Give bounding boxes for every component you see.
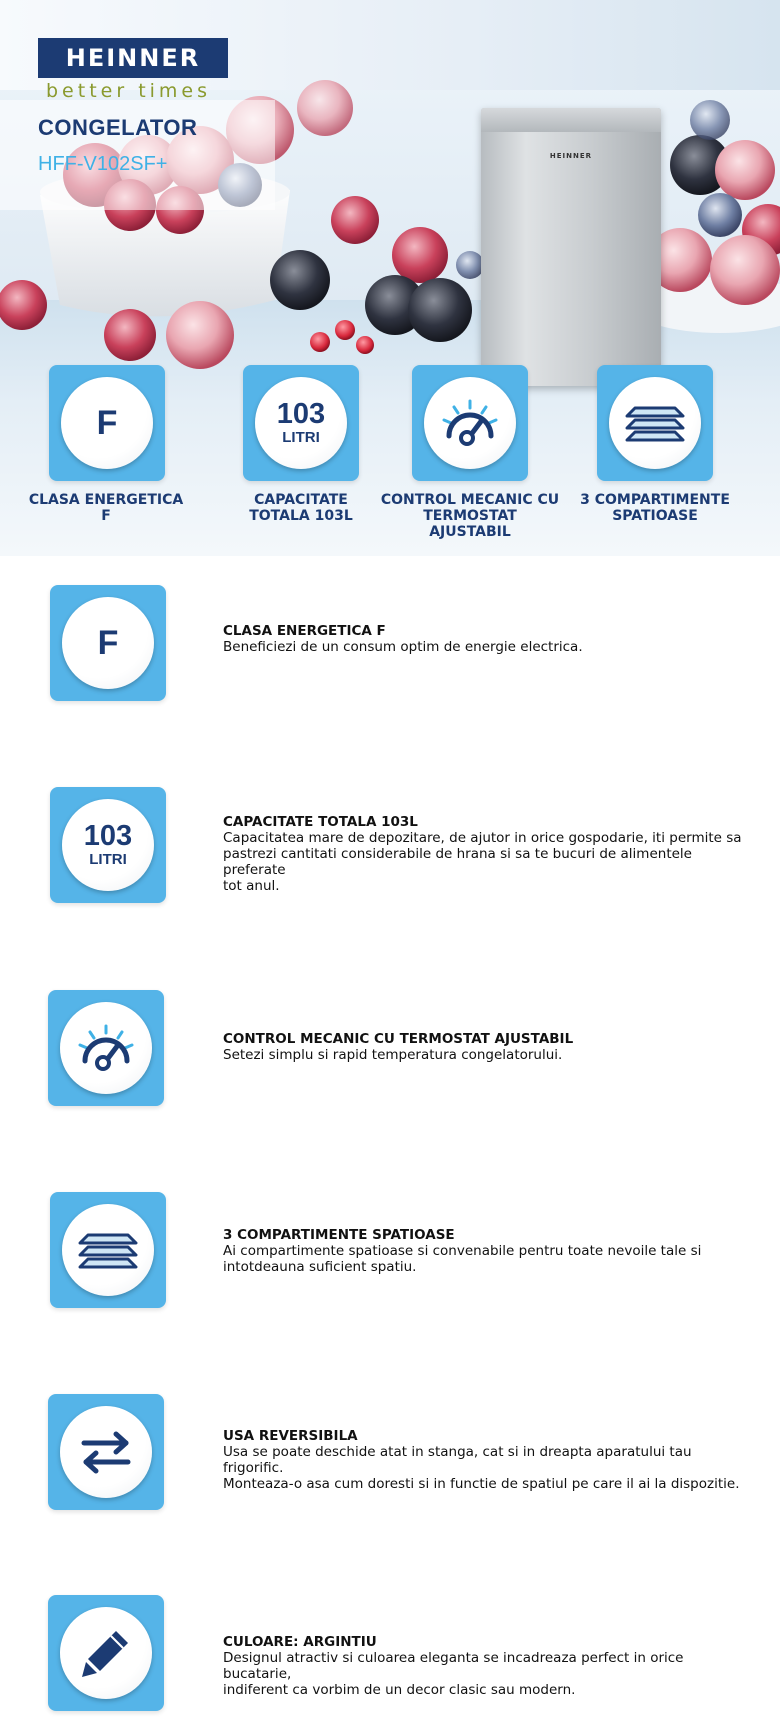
badge-caption-energy: [16, 492, 196, 524]
badge-caption-line: 3 COMPARTIMENTE: [580, 492, 730, 508]
energy-class-f-icon: F: [97, 623, 119, 662]
hero-banner: [0, 0, 780, 556]
badge-thermostat: [412, 365, 528, 481]
badge-compartments: [597, 365, 713, 481]
feature-icon-color: [48, 1595, 164, 1711]
feature-title: CAPACITATE TOTALA 103L: [223, 814, 418, 830]
compartments-layers-icon: [76, 1225, 140, 1275]
badge-circle: [424, 377, 516, 469]
badge-circle: [609, 377, 701, 469]
energy-class-f-icon: F: [96, 403, 118, 442]
feature-description-line: tot anul.: [223, 878, 280, 894]
feature-icon-energy: [50, 585, 166, 701]
feature-thermostat: [223, 1031, 743, 1063]
badge-caption-thermostat: [380, 492, 560, 540]
feature-description-line: Monteaza-o asa cum doresti si in functie de spatiul pe care il ai la dispozitie.: [223, 1476, 740, 1492]
feature-description-line: Ai compartimente spatioase si convenabile pentru toate nevoile tale si: [223, 1243, 702, 1259]
badge-energy-class: [49, 365, 165, 481]
thermostat-gauge-icon: [439, 398, 501, 448]
feature-description: Setezi simplu si rapid temperatura congelatorului.: [223, 1047, 563, 1063]
capacity-unit: LITRI: [89, 851, 127, 868]
feature-color: [223, 1634, 743, 1698]
badge-caption-line: CLASA ENERGETICA: [28, 492, 184, 508]
badge-caption-line: F: [101, 508, 111, 524]
feature-title: 3 COMPARTIMENTE SPATIOASE: [223, 1227, 455, 1243]
reversible-arrows-icon: [78, 1429, 134, 1475]
brand-logo-text: HEINNER: [65, 44, 201, 72]
freezer-top: [481, 108, 661, 132]
feature-icon-reversible: [48, 1394, 164, 1510]
feature-title: CONTROL MECANIC CU TERMOSTAT AJUSTABIL: [223, 1031, 574, 1047]
badge-caption-line: TERMOSTAT AJUSTABIL: [423, 508, 517, 540]
capacity-value: 103: [83, 820, 133, 852]
capacity-icon: [255, 377, 347, 469]
feature-icon-thermostat: [48, 990, 164, 1106]
badge-caption-line: CONTROL MECANIC CU: [380, 492, 560, 508]
product-category: CONGELATOR: [38, 115, 198, 140]
badge-caption-compartments: [565, 492, 745, 524]
feature-title: USA REVERSIBILA: [223, 1428, 358, 1444]
feature-reversible: [223, 1428, 743, 1492]
pencil-icon: [80, 1627, 132, 1679]
badge-caption-line: CAPACITATE: [254, 492, 348, 508]
feature-icon-capacity: [50, 787, 166, 903]
feature-description-line: Designul atractiv si culoarea eleganta se incadreaza perfect in orice bucatarie,: [223, 1650, 684, 1682]
badge-capacity: [243, 365, 359, 481]
brand-tagline: better times: [46, 80, 212, 102]
feature-icon-compartments: [50, 1192, 166, 1308]
thermostat-gauge-icon: [75, 1023, 137, 1073]
product-model: HFF-V102SF+: [38, 153, 168, 175]
badge-caption-line: SPATIOASE: [612, 508, 698, 524]
badge-circle: [61, 377, 153, 469]
feature-description-line: Usa se poate deschide atat in stanga, cat si in dreapta aparatului tau frigorific.: [223, 1444, 692, 1476]
freezer-product-image: [481, 108, 661, 386]
feature-title: CLASA ENERGETICA F: [223, 623, 386, 639]
feature-capacity: [223, 814, 743, 894]
badge-caption-line: TOTALA 103L: [249, 508, 353, 524]
feature-description-line: Capacitatea mare de depozitare, de ajutor in orice gospodarie, iti permite sa: [223, 830, 742, 846]
feature-energy: [223, 623, 743, 655]
feature-description-line: intotdeauna suficient spatiu.: [223, 1259, 417, 1275]
feature-compartments: [223, 1227, 743, 1275]
feature-icon-circle: [60, 1406, 152, 1498]
feature-icon-circle: [60, 1607, 152, 1699]
capacity-unit: LITRI: [282, 429, 320, 446]
brand-logo: [38, 38, 228, 78]
feature-title: CULOARE: ARGINTIU: [223, 1634, 377, 1650]
feature-description-line: pastrezi cantitati considerabile de hrana si sa te bucuri de alimentele preferate: [223, 846, 692, 878]
feature-icon-circle: [62, 1204, 154, 1296]
freezer-brand-label: HEINNER: [549, 152, 593, 160]
feature-description: Beneficiezi de un consum optim de energie electrica.: [223, 639, 583, 655]
capacity-icon: [62, 799, 154, 891]
feature-description-line: indiferent ca vorbim de un decor clasic sau modern.: [223, 1682, 576, 1698]
feature-icon-circle: [62, 597, 154, 689]
badge-caption-capacity: [211, 492, 391, 524]
compartments-layers-icon: [623, 398, 687, 448]
capacity-value: 103: [276, 398, 326, 430]
feature-icon-circle: [60, 1002, 152, 1094]
